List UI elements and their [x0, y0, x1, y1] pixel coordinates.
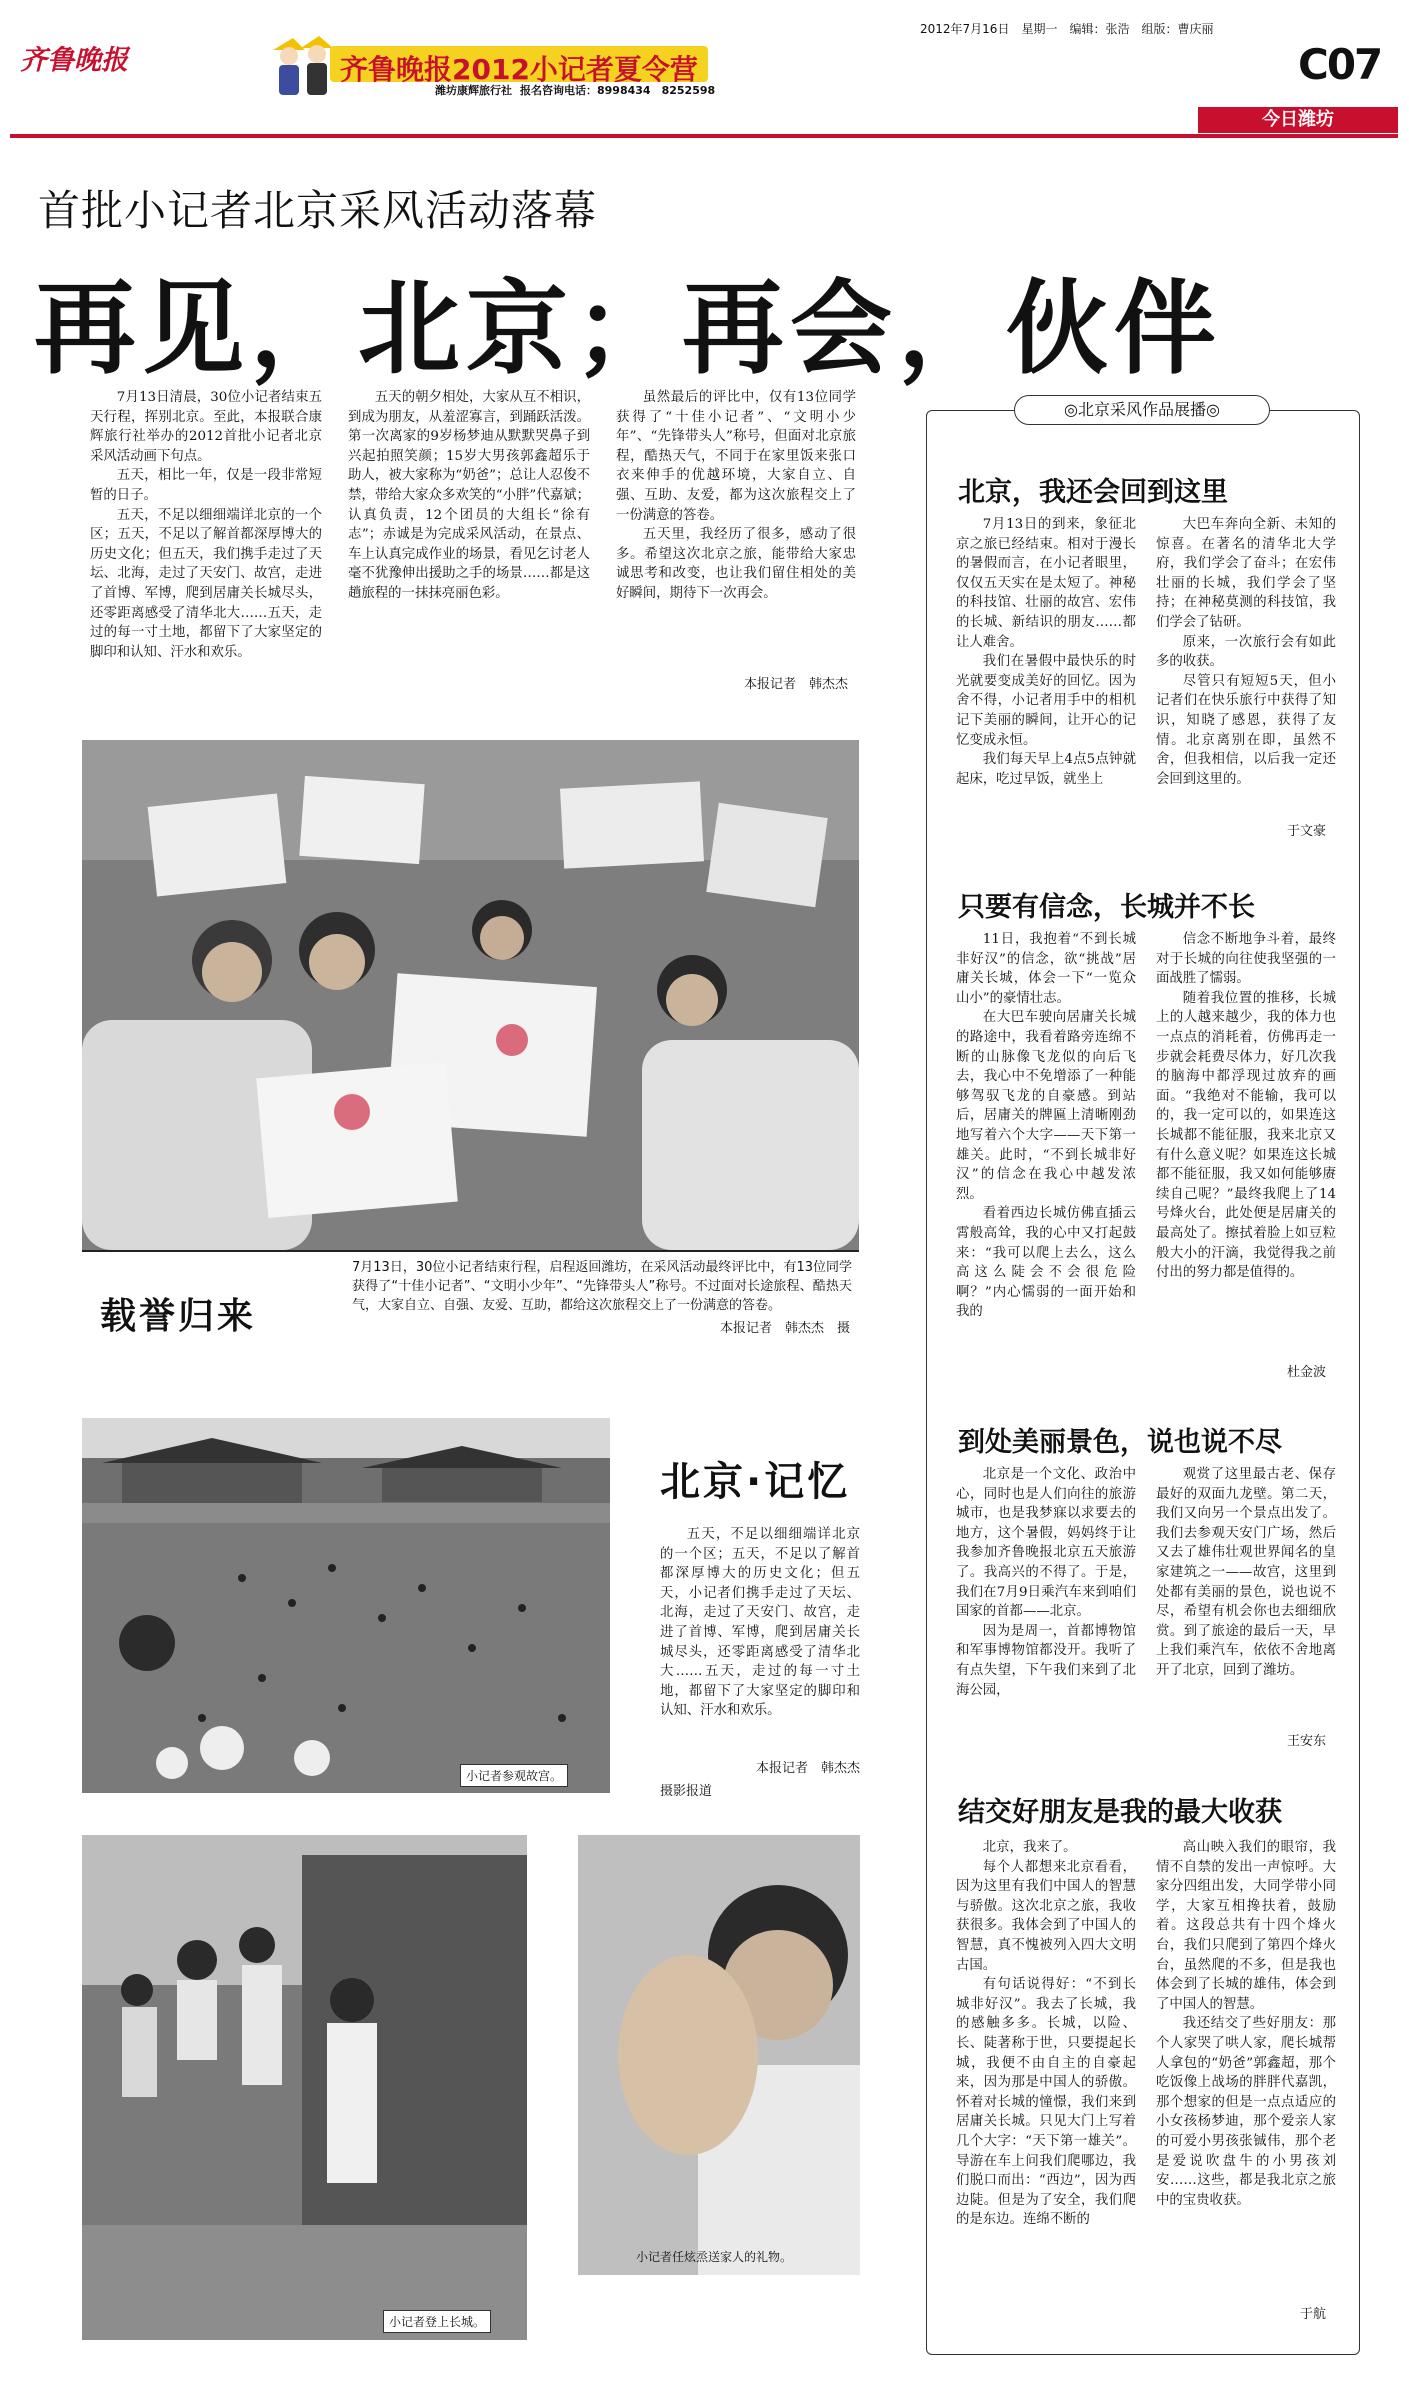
sidebar-article-col2: [1156, 1465, 1336, 1730]
photo1-credit: 本报记者 韩杰杰 摄: [719, 1321, 850, 1336]
sidebar-para: 每个人都想来北京看看，因为这里有我们中国人的智慧与骄傲。这次北京之旅，我收获很多。我体会到了中国人的智慧，真不愧被列入四大文明古国。: [956, 1859, 1136, 1973]
sidebar-para: 尽管只有短短5天，但小记者们在快乐旅行中获得了知识，知晓了感恩，获得了友情。北京离别在即，虽然不舍，但我相信，以后我一定还会回到这里的。: [1156, 673, 1336, 787]
photo-gift-caption: 小记者任炫烝送家人的礼物。: [636, 2250, 793, 2264]
subtitle: 首批小记者北京采风活动落幕: [38, 186, 598, 235]
hotline: 报名咨询电话：8998434 8252598: [520, 84, 716, 97]
sidebar-para: 11日，我抱着“不到长城非好汉”的信念，欲“挑战”居庸关长城，体会一下“一览众山小”的豪情壮志。: [956, 932, 1136, 1006]
sidebar-para: 信念不断地争斗着，最终对于长城的向往使我坚强的一面战胜了懦弱。: [1156, 932, 1336, 987]
sidebar-para: 我还结交了些好朋友：那个人家哭了哄人家，爬长城帮人拿包的“奶爸”郭鑫超，那个吃饭像上战场的胖胖代嘉凯，那个想家的但是一点点适应的小女孩杨梦迪，那个爱亲人家的可爱小男孩张铖伟，那个老是爱说吹盘牛的小男孩刘安……这些，都是我北京之旅中的宝贵收获。: [1156, 2016, 1336, 2208]
sidebar-para: 北京，我来了。: [982, 1840, 1077, 1855]
main-byline: 本报记者 韩杰杰: [743, 677, 848, 692]
sidebar-article-col1: [956, 930, 1136, 1385]
main-col-2: [348, 388, 590, 698]
header-meta: [920, 20, 1214, 37]
main-para: 7月13日清晨，30位小记者结束五天行程，挥别北京。至此，本报联合康辉旅行社举办的2012首批小记者北京采风活动画下句点。: [90, 390, 322, 464]
banner-title: 齐鲁晚报2012小记者夏令营: [330, 46, 708, 82]
photo1-caption: 7月13日，30位小记者结束行程，启程返回潍坊，在采风活动最终评比中，有13位同学获得了“十佳小记者”、“文明小少年”、“先锋带头人”称号。不过面对长途旅程、酷热天气，大家自立、自强、友爱、互助，都给这次旅程交上了一份满意的答卷。: [352, 1260, 852, 1313]
sidebar-para: 我们每天早上4点5点钟就起床，吃过早饭，就坐上: [956, 752, 1136, 787]
sidebar-article-title: 北京，我还会回到这里: [958, 477, 1228, 508]
sidebar-para: 在大巴车驶向居庸关长城的路途中，我看着路旁连绵不断的山脉像飞龙似的向后飞去，我心中不免增添了一种能够驾驭飞龙的自豪感。到站后，居庸关的牌匾上清晰刚劲地写着六个大字——天下第一雄关。此时，“不到长城非好汉”的信念在我心中越发浓烈。: [956, 1010, 1136, 1202]
banner-figures: [265, 30, 340, 100]
sidebar-article-col2: [1156, 930, 1336, 1360]
sidebar-author: 于航: [1299, 2307, 1326, 2322]
photo-great-wall: [82, 1835, 527, 2340]
sidebar-header: ◎北京采风作品展播◎: [1014, 395, 1270, 425]
sidebar-author: 杜金波: [1286, 1365, 1326, 1380]
memory-title: 北京·记忆: [660, 1459, 851, 1505]
editor: 编辑：张浩: [1069, 22, 1130, 36]
section-tab: 今日潍坊: [1198, 107, 1398, 133]
kids-illustration-icon: [265, 30, 340, 100]
memory-para: 五天，不足以细细端详北京的一个区；五天，不足以了解首都深厚博大的历史文化；但五天，小记者们携手走过了天坛、北海，走过了天安门、故宫，走进了首博、军博，爬到居庸关长城尽头，还零距离感受了清华北大……五天，走过的每一寸土地，都留下了大家坚定的脚印和认知、汗水和欢乐。: [660, 1527, 860, 1719]
masthead-logo: 齐鲁晚报: [20, 45, 128, 76]
agency-name: 潍坊康辉旅行社: [435, 84, 512, 97]
layout-editor: 组版：曹庆丽: [1141, 22, 1214, 36]
sidebar-para: 北京是一个文化、政治中心，同时也是人们向往的旅游城市，也是我梦寐以求要去的地方，这个暑假，妈妈终于让我参加齐鲁晚报北京五天旅游了。我高兴的不得了。于是，我们在7月9日乘汽车来到咱们国家的首都——北京。: [956, 1467, 1136, 1620]
sidebar-article-col1: [956, 1465, 1136, 1750]
date: 2012年7月16日: [920, 22, 1010, 36]
student-gift-photo: [578, 1835, 860, 2275]
main-col-1: [90, 388, 322, 698]
sidebar-para: 我们在暑假中最快乐的时光就要变成美好的回忆。因为舍不得，小记者用手中的相机记下美丽的瞬间，让开心的记忆变成永恒。: [956, 654, 1136, 748]
forbidden-city-photo: [82, 1418, 610, 1793]
main-para: 五天，相比一年，仅是一段非常短暂的日子。: [90, 468, 322, 503]
sidebar-para: 高山映入我们的眼帘，我情不自禁的发出一声惊呼。大家分四组出发，大同学带小同学，大家互相搀扶着，鼓励着。这段总共有十四个烽火台，我们只爬到了第四个烽火台，虽然爬的不多，但是我也体会到了长城的雄伟，体会到了中国人的智慧。: [1156, 1840, 1336, 2012]
sidebar-para: 看着西边长城仿佛直插云霄般高耸，我的心中又打起鼓来：“我可以爬上去么，这么高这么陡会不会很危险啊？”内心懦弱的一面开始和我的: [956, 1206, 1136, 1320]
sidebar-article-col1: [956, 1838, 1136, 2328]
photo-great-wall-caption: 小记者登上长城。: [383, 2310, 491, 2333]
main-para: 五天，不足以细细端详北京的一个区；五天，不足以了解首都深厚博大的历史文化；但五天，我们携手走过了天坛、北海，走过了天安门、故宫，走进了首博、军博，爬到居庸关长城尽头，还零距离感受了清华北大……五天，走过的每一寸土地，都留下了大家坚定的脚印和认知、汗水和欢乐。: [90, 507, 322, 660]
great-wall-photo: [82, 1835, 527, 2340]
sidebar-para: 有句话说得好：“不到长城非好汉”。我去了长城，我的感触多多。长城，以险、长、陡著称于世，只要提起长城，我便不由自主的自豪起来，因为那是中国人的骄傲。怀着对长城的憧憬，我们来到居庸关长城。只见大门上写着几个大字：“天下第一雄关”。导游在车上问我们爬哪边，我们脱口而出：“西边”，因为西边陡。但是为了安全，我们爬的是东边。连绵不断的: [956, 1977, 1136, 2228]
sidebar-article-col2: [1156, 1838, 1336, 2298]
main-para: 五天的朝夕相处，大家从互不相识，到成为朋友，从羞涩寡言，到踊跃活泼。第一次离家的9岁杨梦迪从默默哭鼻子到兴起拍照笑颜；15岁大男孩郭鑫超乐于助人，被大家称为“奶爸”；总让人忍俊不禁，带给大家众多欢笑的“小胖”代嘉斌；认真负责，12个团员的大组长“徐有志”；赤诚是为完成采风活动，在景点、车上认真完成作业的场景，看见乞讨老人毫不犹豫伸出援助之手的场景……都是这趟旅程的一抹抹亮丽色彩。: [348, 390, 590, 601]
sidebar-article-title: 结交好朋友是我的最大收获: [958, 1797, 1282, 1828]
headline: 再见，北京；再会，伙伴: [34, 270, 1222, 389]
main-col-3: [616, 388, 856, 670]
sidebar-para: 原来，一次旅行会有如此多的收获。: [1156, 634, 1336, 670]
sidebar-author: 王安东: [1286, 1734, 1326, 1749]
weekday: 星期一: [1021, 22, 1058, 36]
sidebar-author: 于文豪: [1286, 824, 1326, 839]
photo-gift: [578, 1835, 860, 2275]
sidebar-para: 大巴车奔向全新、未知的惊喜。在著名的清华北大学府，我们学会了奋斗；在宏伟壮丽的长城，我们学会了坚持；在神秘莫测的科技馆，我们学会了钻研。: [1156, 517, 1336, 630]
memory-byline: 本报记者 韩杰杰: [755, 1761, 860, 1776]
page-number: C07: [1298, 40, 1382, 89]
photo1-label: 载誉归来: [100, 1296, 257, 1337]
sidebar-article-title: 到处美丽景色，说也说不尽: [958, 1427, 1282, 1458]
sidebar-para: 观赏了这里最古老、保存最好的双面九龙壁。第二天，我们又向另一个景点出发了。我们去参观天安门广场，然后又去了雄伟壮观世界闻名的皇家建筑之一——故宫，这里到处都有美丽的景色，说也说不尽，希望有机会你也去细细欣赏。到了旅途的最后一天，早上我们乘汽车，依依不舍地离开了北京，回到了潍坊。: [1156, 1467, 1336, 1678]
photo-forbidden-city: [82, 1418, 610, 1793]
sidebar-para: 7月13日的到来，象征北京之旅已经结束。相对于漫长的暑假而言，在小记者眼里，仅仅五天实在是太短了。神秘的科技馆、壮丽的故宫、宏伟的长城、新结识的朋友……都让人难舍。: [956, 517, 1136, 650]
main-para: 五天里，我经历了很多，感动了很多。希望这次北京之旅，能带给大家忠诚思考和改变，也让我们留住相处的美好瞬间，期待下一次再会。: [616, 527, 856, 601]
sidebar-para: 因为是周一，首都博物馆和军事博物馆都没开。我听了有点失望，下午我们来到了北海公园，: [956, 1623, 1136, 1698]
sidebar-article-title: 只要有信念，长城并不长: [958, 892, 1255, 923]
photo2-caption: 小记者参观故宫。: [460, 1764, 568, 1787]
sidebar-article-col1: [956, 515, 1136, 845]
header-rule: [10, 134, 1398, 138]
memory-photo-credit: 摄影报道: [660, 1784, 713, 1799]
students-on-bus-photo: [82, 740, 859, 1250]
main-para: 虽然最后的评比中，仅有13位同学获得了“十佳小记者”、“文明小少年”、“先锋带头人”称号，但面对北京旅程，酷热天气，不同于在家里饭来张口衣来伸手的优越环境，大家自立、自强、互助、友爱，都为这次旅程交上了一份满意的答卷。: [616, 390, 856, 523]
sidebar-article-col2: [1156, 515, 1336, 815]
memory-text: [660, 1525, 860, 1757]
photo-bus: [82, 740, 859, 1250]
sidebar-para: 随着我位置的推移，长城上的人越来越少，我的体力也一点点的消耗着，仿佛再走一步就会耗费尽体力，好几次我的脑海中都浮现过放弃的画面。“我绝对不能输，我可以的，我一定可以的，如果连这长城都不能征服，我来北京又有什么意义呢？如果连这长城都不能征服，我又如何能够赓续自己呢？”最终我爬上了14号烽火台，此处便是居庸关的最高处了。擦拭着脸上如豆粒般大小的汗滴，我觉得我之前付出的努力都是值得的。: [1156, 990, 1336, 1281]
